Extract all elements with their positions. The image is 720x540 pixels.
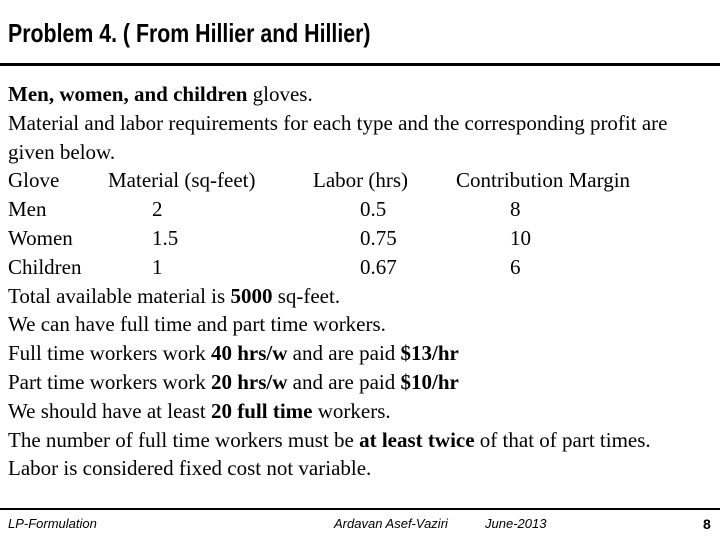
labor-line: Labor is considered fixed cost not variable. <box>8 456 372 481</box>
cell-glove: Children <box>8 254 82 279</box>
text-span: Total available material is <box>8 283 231 308</box>
slide-title: Problem 4. ( From Hillier and Hillier) <box>8 18 371 48</box>
footer-left: LP-Formulation <box>8 516 97 531</box>
intro-bold: Men, women, and children <box>8 82 248 106</box>
atleast-line <box>8 397 714 426</box>
slide-body <box>8 80 714 483</box>
text-span: The number of full time workers must be <box>8 427 360 452</box>
cell-material: 1 <box>152 254 163 279</box>
header-margin: Contribution Margin <box>456 168 631 193</box>
fulltime-line <box>8 339 714 368</box>
intro-rest: gloves. <box>247 82 313 106</box>
cell-margin: 8 <box>510 197 521 222</box>
text-span: workers. <box>312 398 391 423</box>
cell-glove: Women <box>8 225 73 250</box>
twice-line <box>8 426 714 455</box>
table-row <box>8 195 714 224</box>
text-span: Part time workers work <box>8 369 211 394</box>
table-header <box>8 166 714 195</box>
fulltime-hours: 40 hrs/w <box>210 341 288 366</box>
table-row <box>8 224 714 253</box>
parttime-line <box>8 368 714 397</box>
footer-author: Ardavan Asef-Vaziri <box>334 516 448 531</box>
table-row <box>8 253 714 282</box>
title-rule <box>0 63 720 66</box>
material-amount: 5000 <box>230 283 273 308</box>
text-span: of that of part times. <box>474 427 651 452</box>
text-span: We should have at least <box>8 398 211 423</box>
cell-material: 2 <box>152 197 163 222</box>
text-span: and are paid <box>287 369 401 394</box>
footer-date: June-2013 <box>485 516 547 531</box>
parttime-hours: 20 hrs/w <box>210 369 288 394</box>
parttime-wage: $10/hr <box>400 369 459 394</box>
cell-margin: 10 <box>510 225 531 250</box>
minimum-fulltime: 20 full time <box>211 398 313 423</box>
page-number: 8 <box>703 516 711 532</box>
fulltime-wage: $13/hr <box>400 341 459 366</box>
text-span: and are paid <box>287 341 401 366</box>
header-material: Material (sq-feet) <box>108 168 256 193</box>
text-span: sq-feet. <box>272 283 341 308</box>
material-line <box>8 282 714 311</box>
cell-glove: Men <box>8 197 47 222</box>
cell-labor: 0.5 <box>360 197 387 222</box>
cell-labor: 0.75 <box>360 225 397 250</box>
ratio-constraint: at least twice <box>359 427 475 452</box>
intro-line <box>8 80 714 109</box>
cell-margin: 6 <box>510 254 521 279</box>
cell-labor: 0.67 <box>360 254 397 279</box>
footer-rule <box>0 508 720 510</box>
text-span: Full time workers work <box>8 341 211 366</box>
header-labor: Labor (hrs) <box>313 168 409 193</box>
intro-description: Material and labor requirements for each type and the corresponding profit are given below. <box>8 110 668 164</box>
header-glove: Glove <box>8 168 60 193</box>
workers-line: We can have full time and part time workers. <box>8 312 386 337</box>
cell-material: 1.5 <box>152 225 179 250</box>
